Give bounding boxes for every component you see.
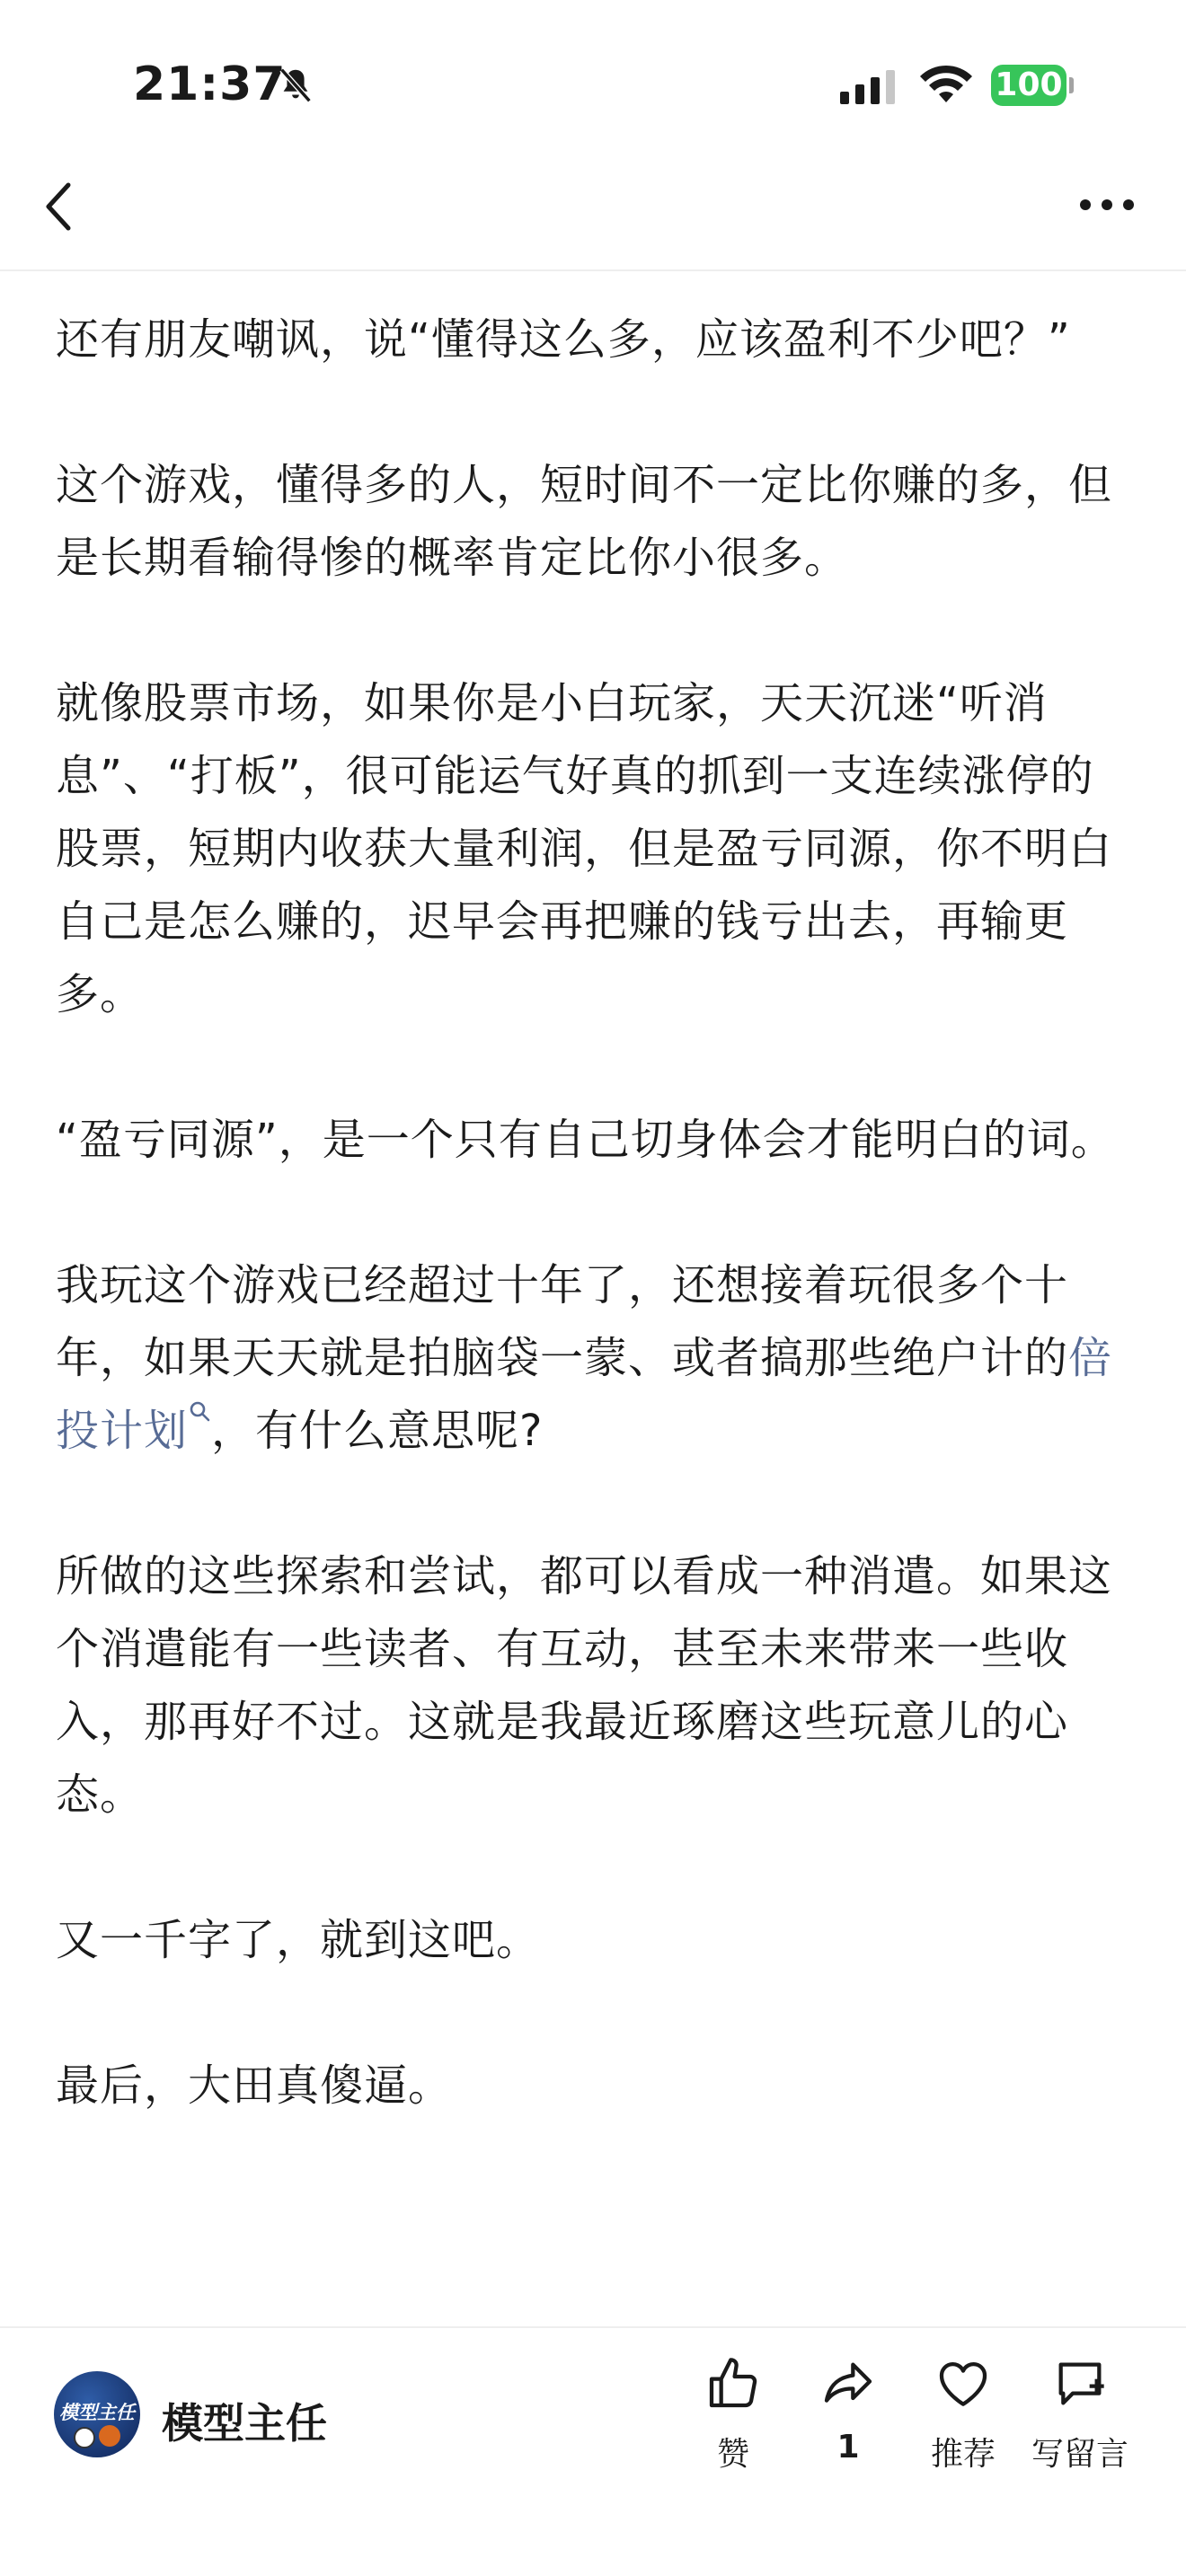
soccer-ball-icon bbox=[74, 2427, 95, 2448]
article-paragraph-8: 最后，大田真傻逼。 bbox=[56, 2060, 453, 2111]
heart-icon bbox=[934, 2355, 992, 2413]
comment-add-icon bbox=[1051, 2355, 1109, 2413]
bottom-action-bar bbox=[0, 2326, 1186, 2490]
article-paragraph-7: 又一千字了，就到这吧。 bbox=[56, 1915, 541, 1965]
author-name[interactable]: 模型主任 bbox=[162, 2399, 327, 2448]
battery-level: 100 bbox=[991, 65, 1067, 106]
bell-slash-icon bbox=[275, 65, 316, 106]
double-bet-plan-link[interactable]: 倍投计划 bbox=[56, 1333, 1113, 1456]
article-paragraph-1: 还有朋友嘲讽，说“懂得这么多，应该盈利不少吧？” bbox=[56, 314, 1071, 365]
article-paragraph-2: 这个游戏，懂得多的人，短时间不一定比你赚的多，但是长期看输得惨的概率肯定比你小很多。 bbox=[56, 460, 1113, 583]
like-label: 赞 bbox=[716, 2436, 749, 2473]
search-icon[interactable] bbox=[188, 1400, 211, 1427]
paragraph-5-text-after: ，有什么意思呢? bbox=[211, 1406, 544, 1456]
nav-bar bbox=[0, 135, 1186, 271]
article-paragraph-6: 所做的这些探索和尝试，都可以看成一种消遣。如果这个消遣能有一些读者、有互动，甚至未来带来一些收入，那再好不过。这就是我最近琢磨这些玩意儿的心态。 bbox=[56, 1551, 1113, 1820]
status-bar bbox=[0, 0, 1186, 135]
status-time: 21:37 bbox=[133, 57, 287, 111]
share-button[interactable] bbox=[794, 2355, 902, 2472]
battery-tip bbox=[1069, 77, 1074, 93]
signal-icon bbox=[840, 68, 899, 108]
chevron-left-icon[interactable] bbox=[40, 180, 79, 234]
thumbs-up-icon bbox=[704, 2355, 762, 2413]
article-paragraph-3: 就像股票市场，如果你是小白玩家，天天沉迷“听消息”、“打板”，很可能运气好真的抓到一支连续涨停的股票，短期内收获大量利润，但是盈亏同源，你不明白自己是怎么赚的，迟早会再把赚的钱亏出去，再输更多。 bbox=[56, 678, 1113, 1019]
more-horizontal-icon[interactable] bbox=[1078, 194, 1136, 216]
wifi-icon bbox=[918, 63, 974, 106]
article-paragraph-4: “盈亏同源”，是一个只有自己切身体会才能明白的词。 bbox=[56, 1115, 1115, 1165]
battery-icon bbox=[991, 65, 1072, 106]
basketball-icon bbox=[99, 2425, 120, 2447]
avatar[interactable] bbox=[54, 2371, 140, 2457]
recommend-button[interactable] bbox=[909, 2355, 1017, 2472]
like-button[interactable] bbox=[679, 2355, 787, 2472]
write-comment-label: 写留言 bbox=[1031, 2436, 1128, 2473]
share-arrow-icon bbox=[819, 2355, 877, 2413]
share-count: 1 bbox=[836, 2429, 860, 2466]
avatar-logo-text: 模型主任 bbox=[59, 2402, 135, 2423]
article-body bbox=[56, 304, 1134, 2122]
article-paragraph-5 bbox=[56, 1249, 1134, 1468]
write-comment-button[interactable] bbox=[1026, 2355, 1134, 2472]
recommend-label: 推荐 bbox=[930, 2436, 996, 2473]
paragraph-5-text-before: 我玩这个游戏已经超过十年了，还想接着玩很多个十年，如果天天就是拍脑袋一蒙、或者搞那些绝户计的 bbox=[56, 1260, 1069, 1383]
